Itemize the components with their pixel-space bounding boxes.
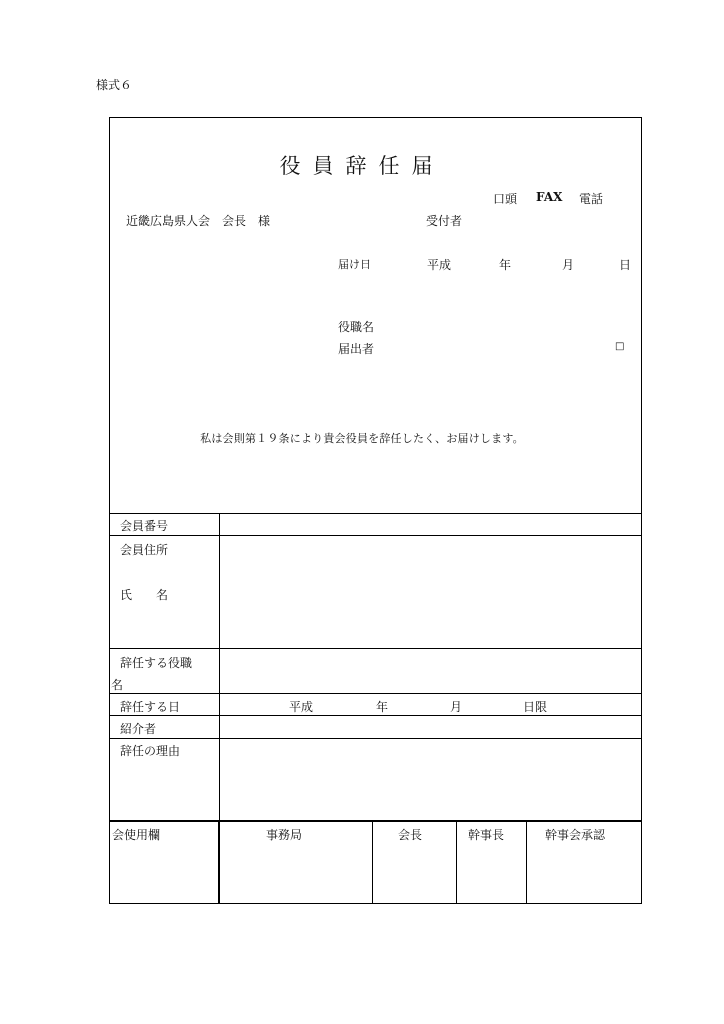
submitter-label: 届出者	[338, 342, 375, 356]
form-frame	[109, 117, 642, 904]
introducer-label: 紹介者	[120, 722, 157, 736]
office-use-label: 会使用欄	[112, 828, 161, 842]
submission-month-unit: 月	[562, 258, 575, 272]
office-use-divider	[109, 820, 642, 822]
resign-date-era: 平成	[289, 700, 314, 714]
reception-method-fax: FAX	[536, 190, 563, 204]
office-column-divider	[218, 820, 220, 904]
office-column-divider	[372, 820, 373, 904]
row-divider	[109, 513, 642, 514]
submission-era: 平成	[427, 258, 452, 272]
resign-position-label-cont: 名	[111, 678, 124, 692]
member-number-label: 会員番号	[120, 519, 169, 533]
name-label: 氏 名	[120, 588, 169, 602]
submission-date-label: 届け日	[338, 258, 371, 271]
office-column-divider	[456, 820, 457, 904]
submission-year-unit: 年	[499, 258, 512, 272]
row-divider	[109, 715, 642, 716]
member-address-label: 会員住所	[120, 543, 169, 557]
label-column-divider	[219, 513, 220, 820]
row-divider	[109, 535, 642, 536]
office-use-secretariat: 事務局	[266, 828, 303, 842]
reception-method-verbal: 口頭	[493, 192, 518, 206]
row-divider	[109, 693, 642, 694]
position-label: 役職名	[338, 320, 375, 334]
form-number: 様式６	[96, 78, 133, 92]
office-use-board-approval: 幹事会承認	[545, 828, 606, 842]
office-column-divider	[526, 820, 527, 904]
resign-date-suffix: 日限	[523, 700, 548, 714]
row-divider	[109, 738, 642, 739]
resign-position-label: 辞任する役職	[120, 656, 193, 670]
row-divider	[109, 648, 642, 649]
resign-date-label: 辞任する日	[120, 700, 181, 714]
resignation-statement: 私は会則第１９条により貴会役員を辞任したく、お届けします。	[200, 432, 524, 445]
receiver-label: 受付者	[426, 214, 463, 228]
form-title: 役員辞任届	[279, 154, 445, 178]
resign-date-year: 年	[376, 700, 389, 714]
reception-method-phone: 電話	[579, 192, 604, 206]
resign-date-month: 月	[450, 700, 463, 714]
office-use-secretary-general: 幹事長	[468, 828, 505, 842]
submission-day-unit: 日	[619, 258, 632, 272]
reason-label: 辞任の理由	[120, 744, 181, 758]
seal-mark: □	[615, 341, 625, 352]
addressee: 近畿広島県人会 会長 様	[126, 214, 271, 228]
office-use-president: 会長	[398, 828, 423, 842]
